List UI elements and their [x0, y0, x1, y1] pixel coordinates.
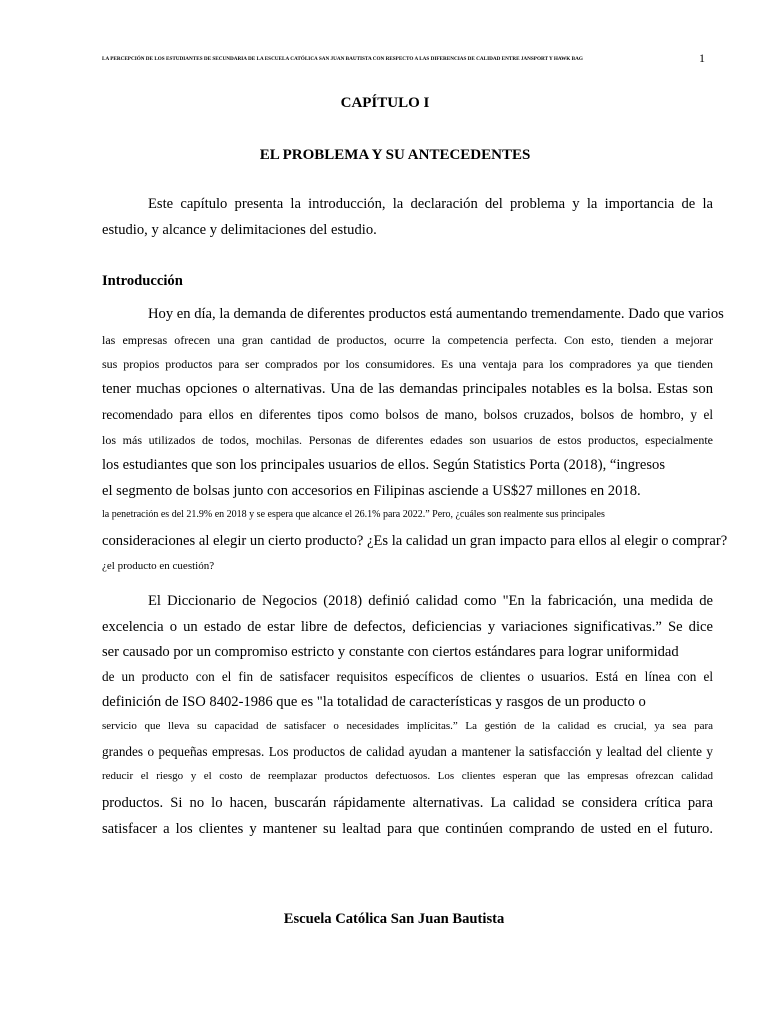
- text-line: estudio, y alcance y delimitaciones del estudio.: [102, 222, 377, 238]
- text-line: la penetración es del 21.9% en 2018 y se espera que alcance el 26.1% para 2022.” Pero, ¿cuáles son realmente sus principales: [102, 509, 605, 520]
- text-line: tener muchas opciones o alternativas. Una de las demandas principales notables es la bolsa. Estas son: [102, 381, 713, 397]
- page-number: 1: [699, 51, 705, 65]
- text-line: consideraciones al elegir un cierto producto? ¿Es la calidad un gran impacto para ellos al elegir o comprar?: [102, 533, 728, 549]
- text-line: ser causado por un compromiso estricto y constante con ciertos estándares para lograr uniformidad: [102, 644, 679, 660]
- text-line: Hoy en día, la demanda de diferentes productos está aumentando tremendamente. Dado que varios: [148, 306, 724, 322]
- text-line: El Diccionario de Negocios (2018) definió calidad como "En la fabricación, una medida de: [148, 593, 713, 609]
- text-line: definición de ISO 8402-1986 que es "la totalidad de características y rasgos de un producto o: [102, 694, 646, 710]
- text-line: de un producto con el fin de satisfacer requisitos específicos de clientes o usuarios. Está en línea con el: [102, 669, 713, 684]
- text-line: Este capítulo presenta la introducción, la declaración del problema y la importancia de la: [148, 196, 713, 212]
- text-line: satisfacer a los clientes y mantener su lealtad para que continúen comprando de usted en el futuro.: [102, 821, 713, 837]
- text-line: el segmento de bolsas junto con accesorios en Filipinas asciende a US$27 millones en 2018.: [102, 483, 641, 499]
- chapter-title: EL PROBLEMA Y SU ANTECEDENTES: [259, 147, 531, 163]
- footer-school-name: Escuela Católica San Juan Bautista: [283, 911, 505, 927]
- chapter-label: CAPÍTULO I: [340, 95, 430, 111]
- section-heading: Introducción: [102, 273, 183, 289]
- text-line: las empresas ofrecen una gran cantidad de productos, ocurre la competencia perfecta. Con esto, tienden a mejorar: [102, 333, 713, 347]
- text-line: los estudiantes que son los principales usuarios de ellos. Según Statistics Porta (2018), “ingresos: [102, 457, 665, 473]
- running-header: LA PERCEPCIÓN DE LOS ESTUDIANTES DE SECUNDARIA DE LA ESCUELA CATÓLICA SAN JUAN BAUTISTA CON RESPECTO A LAS DIFERENCIAS DE CALIDAD ENTRE JANSPORT Y HAWK BAG: [102, 56, 583, 62]
- text-line: excelencia o un estado de estar libre de defectos, deficiencias y variaciones significativas.” Se dice: [102, 619, 713, 635]
- text-line: reducir el riesgo y el costo de reemplazar productos defectuosos. Los clientes esperan que las empresas ofrezcan calidad: [102, 770, 713, 782]
- text-line: grandes o pequeñas empresas. Los productos de calidad ayudan a mantener la satisfacción y lealtad del cliente y: [102, 744, 713, 759]
- text-line: servicio que lleva su capacidad de satisfacer o necesidades implícitas.” La gestión de la calidad es crucial, ya sea para: [102, 720, 713, 732]
- text-line: ¿el producto en cuestión?: [102, 560, 215, 572]
- text-line: sus propios productos para ser comprados por los consumidores. Es una ventaja para los compradores ya que tienden: [102, 357, 713, 371]
- text-line: productos. Si no lo hacen, buscarán rápidamente alternativas. La calidad se considera crítica para: [102, 795, 713, 811]
- text-line: recomendado para ellos en diferentes tipos como bolsos de mano, bolsos cruzados, bolsos de hombro, y el: [102, 407, 713, 422]
- text-line: los más utilizados de todos, mochilas. Personas de diferentes edades son usuarios de estos productos, especialmente: [102, 433, 713, 447]
